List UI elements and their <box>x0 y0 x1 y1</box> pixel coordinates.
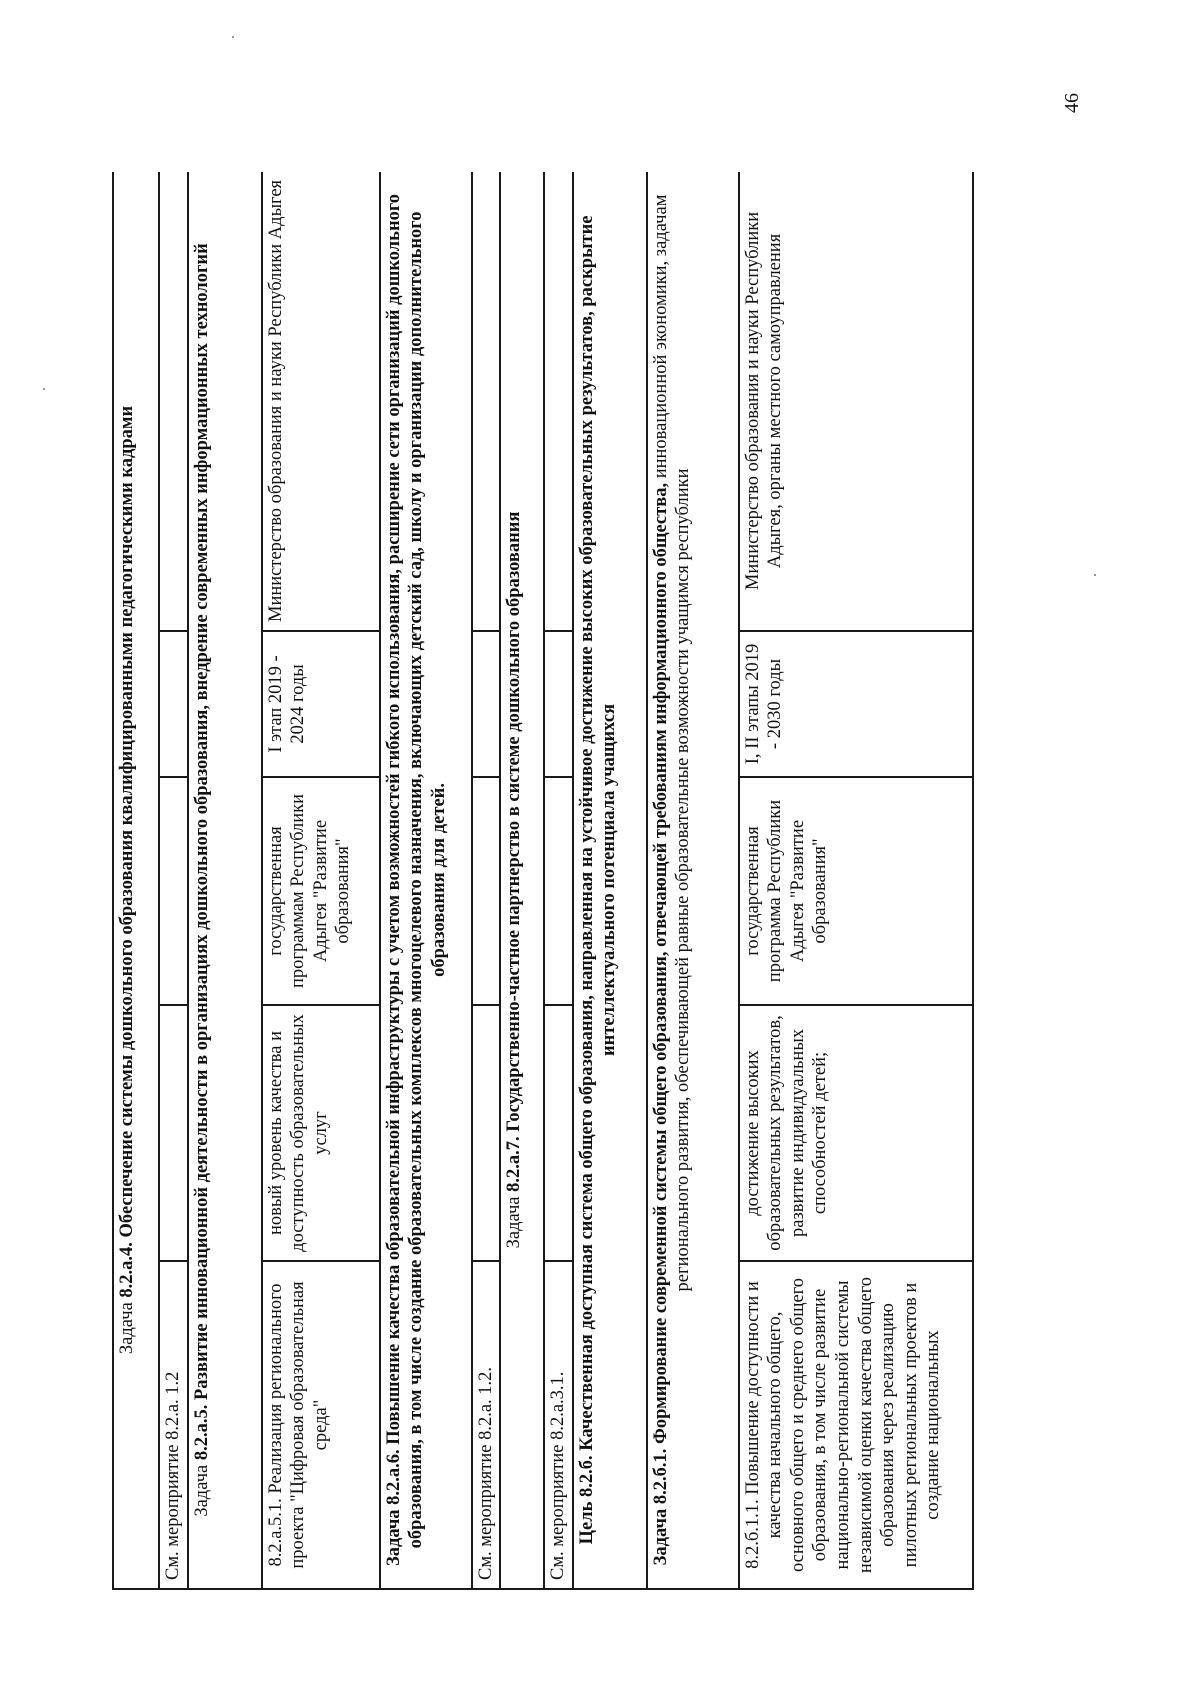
empty-cell <box>544 777 573 1005</box>
task-8-2-b-1-heading: Задача 8.2.б.1. Формирование современной системы общего образования, отвечающей требованиям информационного общества, инновационной экономики, задачам регионального развития, обеспечивающей равные образовательные возможности учащимся республики <box>647 172 739 1589</box>
rotated-table-frame <box>112 172 980 1590</box>
goal-header-row <box>573 172 647 1589</box>
empty-cell <box>159 631 188 777</box>
empty-cell <box>159 172 188 631</box>
table-sheet <box>112 172 980 1590</box>
program-document: государственная программа Республики Адыгея "Развитие образования" <box>739 777 973 1005</box>
task-8-2-a-7-heading: Задача 8.2.а.7. Государственно-частное партнерство в системе дошкольного образования <box>500 172 544 1589</box>
expected-result: новый уровень качества и доступность образовательных услуг <box>262 1005 380 1261</box>
scan-speck <box>43 388 45 390</box>
task-header-row <box>380 172 472 1589</box>
measure-name: 8.2.а.5.1. Реализация регионального проекта "Цифровая образовательная среда" <box>262 1261 380 1589</box>
task-header-row <box>188 172 262 1589</box>
goal-8-2-b-heading: Цель 8.2.б. Качественная доступная система общего образования, направленная на устойчивое достижение высоких образовательных результатов, раскрытие интеллектуального потенциала учащихся <box>573 172 647 1589</box>
reference-cell: См. мероприятие 8.2.а. 1.2 <box>159 1261 188 1589</box>
responsible-executor: Министерство образования и науки Республики Адыгея <box>262 172 380 631</box>
page-number: 46 <box>1061 93 1083 113</box>
empty-cell <box>472 172 501 631</box>
task-8-2-a-5-heading: Задача 8.2.а.5. Развитие инновационной деятельности в организациях дошкольного образования, внедрение современных информационных технологий <box>188 172 262 1589</box>
reference-row <box>544 172 573 1589</box>
task-header-row <box>113 172 159 1589</box>
implementation-period: I этап 2019 - 2024 годы <box>262 631 380 777</box>
expected-result: достижение высоких образовательных результатов, развитие индивидуальных способностей детей; <box>739 1005 973 1261</box>
empty-cell <box>159 777 188 1005</box>
empty-cell <box>472 631 501 777</box>
reference-row <box>472 172 501 1589</box>
empty-cell <box>159 1005 188 1261</box>
task-8-2-a-4-heading: Задача 8.2.а.4. Обеспечение системы дошкольного образования квалифицированными педагогическими кадрами <box>113 172 159 1589</box>
empty-cell <box>472 1005 501 1261</box>
reference-cell: См. мероприятие 8.2.а. 1.2. <box>472 1261 501 1589</box>
reference-row <box>159 172 188 1589</box>
program-document: государственная программам Республики Адыгея "Развитие образования" <box>262 777 380 1005</box>
implementation-period: I, II этапы 2019 - 2030 годы <box>739 631 973 777</box>
empty-cell <box>544 1005 573 1261</box>
task-8-2-a-6-heading: Задача 8.2.а.6. Повышение качества образовательной инфраструктуры с учетом возможностей гибкого использования, расширение сети организаций дошкольного образования, в том числе создание образовательных комплексов многоцелевого назначения, включающих детский сад, школу и организации дополнительного образования для детей. <box>380 172 472 1589</box>
empty-cell <box>544 172 573 631</box>
measures-table <box>112 172 974 1590</box>
responsible-executor: Министерство образования и науки Республики Адыгея, органы местного самоуправления <box>739 172 973 631</box>
reference-cell: См. мероприятие 8.2.а.3.1. <box>544 1261 573 1589</box>
empty-cell <box>472 777 501 1005</box>
measure-row <box>262 172 380 1589</box>
scan-speck <box>1094 574 1096 576</box>
measure-row <box>739 172 973 1589</box>
empty-cell <box>544 631 573 777</box>
task-header-row <box>500 172 544 1589</box>
task-header-row <box>647 172 739 1589</box>
measure-name: 8.2.б.1.1. Повышение доступности и качества начального общего, основного общего и среднего общего образования, в том числе развитие национально-региональной системы независимой оценки качества общего образования через реализацию пилотных региональных проектов и создание национальных <box>739 1261 973 1589</box>
scan-speck <box>232 36 234 38</box>
